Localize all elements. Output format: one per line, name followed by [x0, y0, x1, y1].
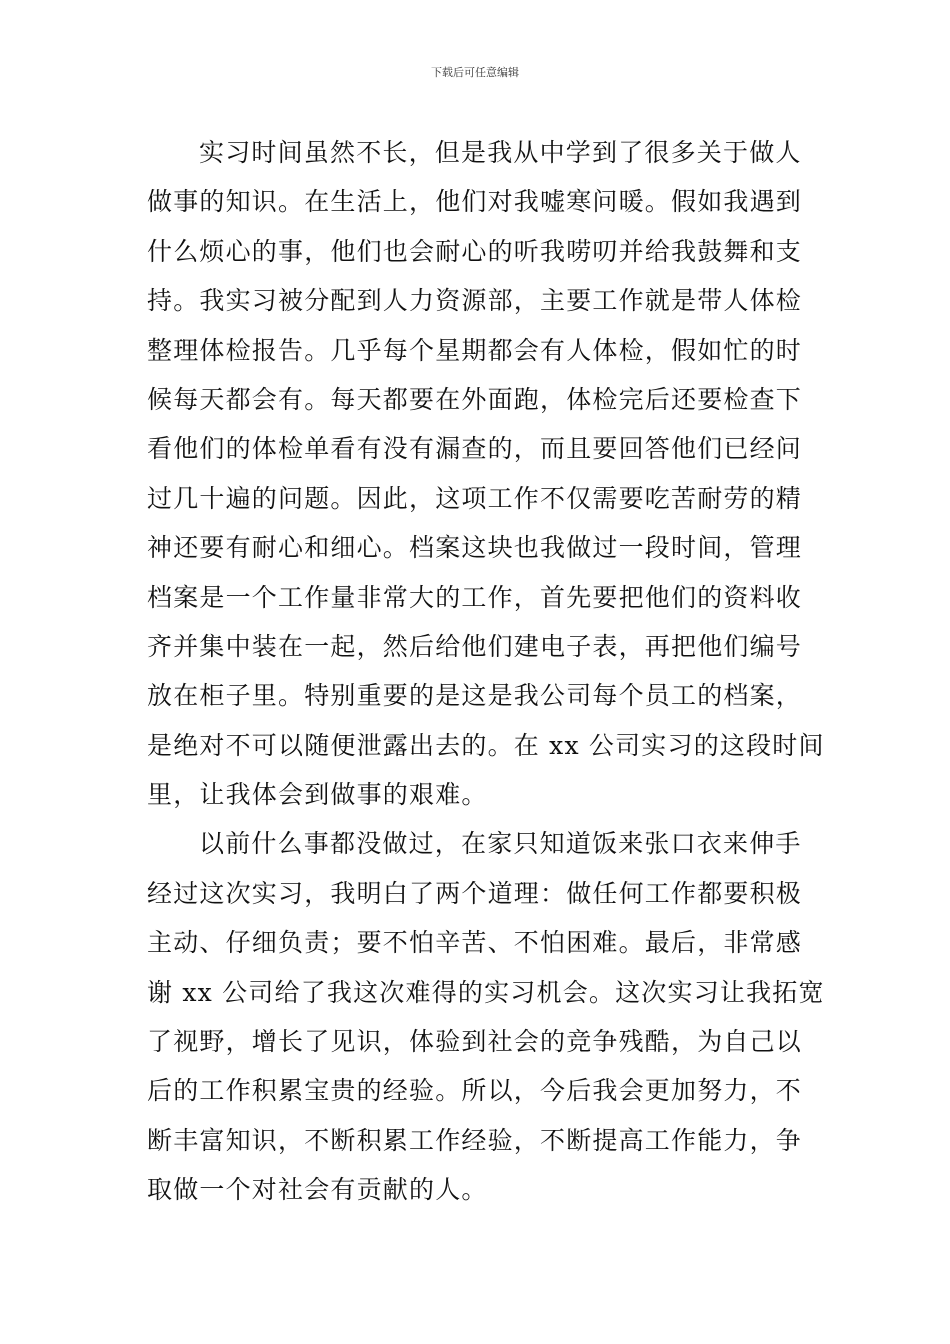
paragraph-2 [147, 819, 825, 1214]
paragraph-line: 了视野，增长了见识，体验到社会的竞争残酷，为自己以 [147, 1027, 803, 1057]
paragraph-line: 神还要有耐心和细心。档案这块也我做过一段时间，管理 [147, 533, 803, 563]
paragraph-line: 候每天都会有。每天都要在外面跑，体检完后还要检查下 [147, 384, 803, 414]
paragraph-line: 看他们的体检单看有没有漏查的，而且要回答他们已经问 [147, 434, 803, 464]
paragraph-line: 谢 xx 公司给了我这次难得的实习机会。这次实习让我拓宽 [147, 977, 825, 1007]
paragraph-line: 实习时间虽然不长，但是我从中学到了很多关于做人 [199, 138, 802, 167]
paragraph-line: 断丰富知识，不断积累工作经验，不断提高工作能力，争 [147, 1125, 803, 1155]
paragraph-line: 放在柜子里。特别重要的是这是我公司每个员工的档案， [147, 681, 803, 711]
paragraph-line: 取做一个对社会有贡献的人。 [147, 1175, 488, 1205]
paragraph-line: 经过这次实习，我明白了两个道理：做任何工作都要积极 [147, 878, 803, 908]
paragraph-line: 主动、仔细负责；要不怕辛苦、不怕困难。最后，非常感 [147, 928, 803, 958]
paragraph-line: 什么烦心的事，他们也会耐心的听我唠叨并给我鼓舞和支 [147, 236, 803, 266]
paragraph-1 [147, 128, 825, 819]
page-header-note: 下载后可任意编辑 [431, 66, 519, 79]
paragraph-line: 齐并集中装在一起，然后给他们建电子表，再把他们编号 [147, 631, 803, 661]
paragraph-line: 做事的知识。在生活上，他们对我嘘寒问暖。假如我遇到 [147, 187, 803, 217]
paragraph-line: 以前什么事都没做过，在家只知道饭来张口衣来伸手 [199, 829, 802, 859]
paragraph-line: 后的工作积累宝贵的经验。所以，今后我会更加努力，不 [147, 1076, 803, 1106]
paragraph-line: 里，让我体会到做事的艰难。 [147, 780, 488, 810]
paragraph-line: 档案是一个工作量非常大的工作，首先要把他们的资料收 [147, 582, 803, 612]
document-body [147, 128, 825, 1215]
paragraph-line: 持。我实习被分配到人力资源部，主要工作就是带人体检 [147, 286, 803, 316]
paragraph-line: 整理体检报告。几乎每个星期都会有人体检，假如忙的时 [147, 335, 803, 365]
paragraph-line: 是绝对不可以随便泄露出去的。在 xx 公司实习的这段时间 [147, 730, 825, 760]
paragraph-line: 过几十遍的问题。因此，这项工作不仅需要吃苦耐劳的精 [147, 483, 803, 513]
